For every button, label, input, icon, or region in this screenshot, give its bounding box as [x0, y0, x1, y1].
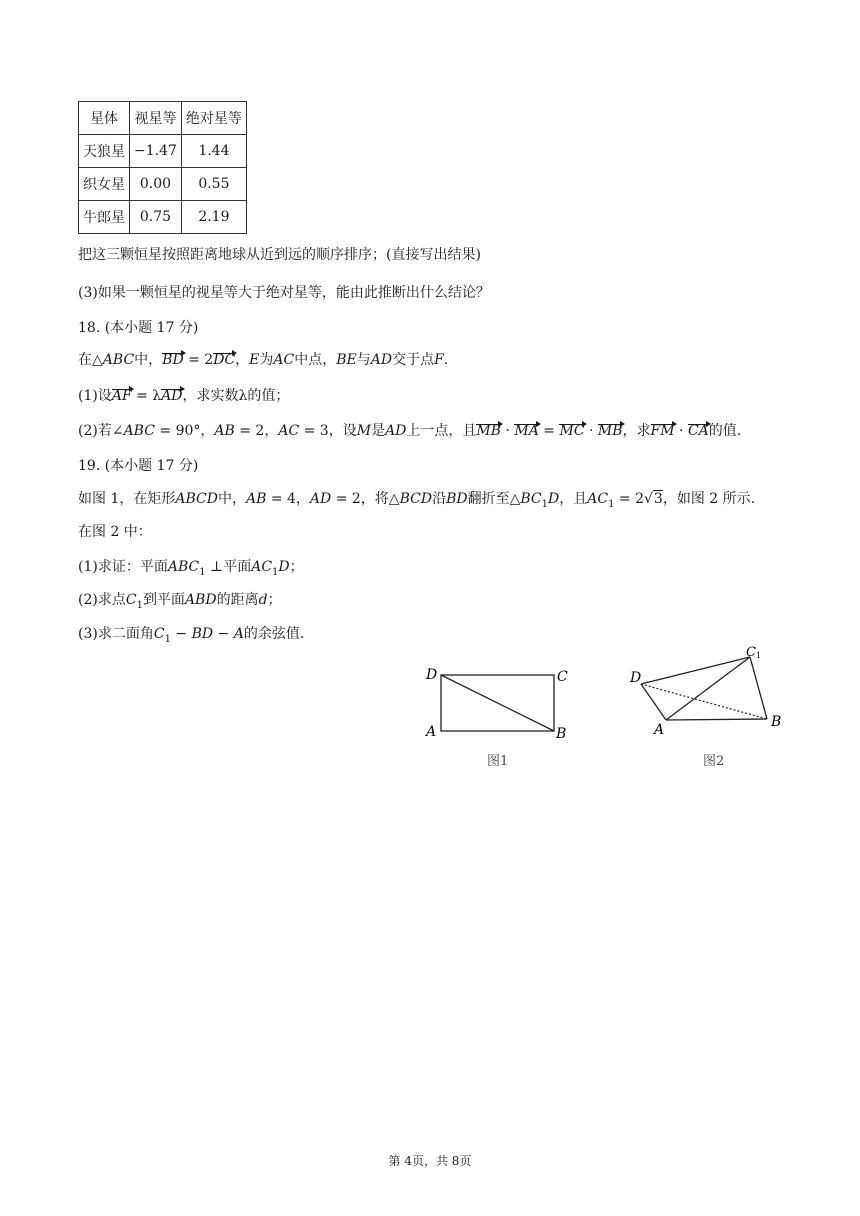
vector: DC	[213, 352, 236, 368]
text: 如图 1，在矩形	[78, 491, 176, 507]
text: 为	[259, 352, 274, 368]
text: 的余弦值.	[243, 626, 305, 642]
text: (1)设	[78, 388, 112, 404]
text: ；	[289, 559, 304, 575]
label-d: D	[426, 667, 438, 683]
subscript: 1	[136, 599, 143, 611]
table-cell: 牛郎星	[79, 201, 130, 234]
math: AD	[309, 491, 332, 507]
text: 中点，	[294, 352, 337, 368]
table-cell: 0.00	[130, 168, 182, 201]
sqrt-radicand: 3	[653, 491, 663, 507]
subscript: 1	[164, 633, 171, 645]
math: BD	[191, 626, 214, 642]
text: 到平面	[142, 592, 185, 608]
table-row	[79, 135, 247, 168]
q18-heading: 18. (本小题 17 分)	[78, 320, 199, 336]
figure-2-tetrahedron	[625, 645, 790, 740]
figure-1-caption: 图1	[487, 754, 509, 769]
star-magnitude-table	[78, 101, 247, 234]
text: .	[443, 352, 449, 368]
table-row	[79, 201, 247, 234]
vector: MC	[559, 423, 585, 439]
q19-stem	[78, 488, 755, 510]
text: = 4，	[266, 491, 310, 507]
figure-2-caption: 图2	[703, 754, 725, 769]
q19-part3	[78, 623, 304, 645]
q19-part2	[78, 589, 282, 611]
math: ABC	[102, 352, 135, 368]
label-c: C	[557, 669, 568, 685]
math: ABCD	[175, 491, 218, 507]
text: =	[538, 423, 560, 439]
math: ABC	[123, 423, 155, 439]
math: ABD	[184, 592, 217, 608]
label-a: A	[654, 722, 665, 738]
table-row	[79, 168, 247, 201]
text: (3)求二面角	[78, 626, 154, 642]
math: AC	[273, 352, 295, 368]
q17-instruction: 把这三颗恒星按照距离地球从近到远的顺序排序；(直接写出结果)	[78, 247, 481, 263]
table-cell: 2.19	[181, 201, 246, 234]
edge-c1b	[750, 657, 767, 719]
text: = 2，	[234, 423, 279, 439]
table-cell: 1.44	[181, 135, 246, 168]
math: AB	[214, 423, 235, 439]
math: AD	[370, 352, 393, 368]
table-cell: 天狼星	[79, 135, 130, 168]
subscript: 1	[272, 566, 279, 578]
math: C	[125, 592, 137, 608]
q18-part1	[78, 385, 289, 405]
vector: MB	[476, 423, 502, 439]
table-cell: 0.75	[130, 201, 182, 234]
q19-intro: 在图 2 中：	[78, 524, 152, 540]
math: BC	[520, 491, 542, 507]
math: d	[258, 592, 268, 608]
vector: AD	[161, 388, 183, 404]
text: = 3，设	[299, 423, 357, 439]
math: M	[356, 423, 372, 439]
diagonal-db	[441, 675, 554, 731]
text: 翻折至△	[467, 491, 521, 507]
text: −	[213, 626, 234, 642]
q19-part1	[78, 556, 304, 578]
edge-db-dashed	[641, 684, 767, 719]
table-header-cell: 绝对星等	[181, 102, 246, 135]
text: ，	[235, 352, 250, 368]
text: (2)求点	[78, 592, 126, 608]
text: (2)若∠	[78, 423, 124, 439]
edge-ac1	[666, 657, 750, 720]
math: ABC	[167, 559, 200, 575]
vector: FM	[650, 423, 675, 439]
q18-part2	[78, 420, 741, 440]
text: 沿	[432, 491, 447, 507]
vector: CA	[687, 423, 709, 439]
vector: BD	[162, 352, 184, 368]
vector: MB	[597, 423, 623, 439]
subscript: 1	[541, 498, 548, 510]
text: 与	[356, 352, 371, 368]
label-c1: C	[746, 645, 756, 660]
vector: AF	[111, 388, 132, 404]
page-footer: 第 4页，共 8页	[388, 1154, 472, 1168]
math: D	[548, 491, 560, 507]
text: 的值.	[708, 423, 742, 439]
text: = 90°，	[154, 423, 215, 439]
label-d: D	[630, 670, 642, 686]
table-header-cell: 视星等	[130, 102, 182, 135]
table-header-cell: 星体	[79, 102, 130, 135]
text: 的距离	[216, 592, 259, 608]
text: 上一点，且	[406, 423, 477, 439]
subscript: 1	[199, 566, 206, 578]
text: ，求实数λ的值；	[182, 388, 290, 404]
q18-stem	[78, 349, 448, 369]
math: BE	[336, 352, 357, 368]
math: E	[249, 352, 260, 368]
text: = 2√	[614, 491, 653, 507]
text: = 2	[183, 352, 214, 368]
text: 中，	[134, 352, 163, 368]
edge-dc1	[641, 657, 750, 684]
text: 交于点	[392, 352, 435, 368]
text: = 2，将△	[331, 491, 400, 507]
text: ·	[674, 423, 688, 439]
table-cell: 0.55	[181, 168, 246, 201]
text: ；	[267, 592, 282, 608]
edge-ab	[666, 719, 767, 720]
math: AC	[251, 559, 273, 575]
text: ⊥平面	[205, 559, 252, 575]
text: 在△	[78, 352, 103, 368]
text: −	[170, 626, 192, 642]
label-c1-subscript: 1	[756, 651, 762, 660]
math: BD	[446, 491, 468, 507]
table-header-row	[79, 102, 247, 135]
text: ·	[584, 423, 598, 439]
label-b: B	[556, 726, 567, 742]
math: BCD	[399, 491, 433, 507]
math: A	[233, 626, 244, 642]
q17-part3: (3)如果一颗恒星的视星等大于绝对星等，能由此推断出什么结论？	[78, 285, 490, 301]
text: ，如图 2 所示.	[662, 491, 756, 507]
text: ·	[501, 423, 515, 439]
vector: MA	[514, 423, 539, 439]
math: AC	[587, 491, 609, 507]
subscript: 1	[608, 498, 615, 510]
text: ，且	[559, 491, 588, 507]
q19-heading: 19. (本小题 17 分)	[78, 458, 199, 474]
label-a: A	[426, 724, 437, 740]
table-cell: 织女星	[79, 168, 130, 201]
math: AD	[385, 423, 407, 439]
figure-1-rectangle	[420, 660, 580, 750]
math: AB	[245, 491, 267, 507]
label-b: B	[771, 714, 782, 730]
table-cell: −1.47	[130, 135, 182, 168]
text: = λ	[131, 388, 162, 404]
math: F	[434, 352, 444, 368]
math: D	[278, 559, 290, 575]
text: (1)求证：平面	[78, 559, 168, 575]
math: AC	[278, 423, 300, 439]
math: C	[153, 626, 165, 642]
text: ，求	[622, 423, 651, 439]
text: 是	[371, 423, 386, 439]
text: 中，	[217, 491, 246, 507]
